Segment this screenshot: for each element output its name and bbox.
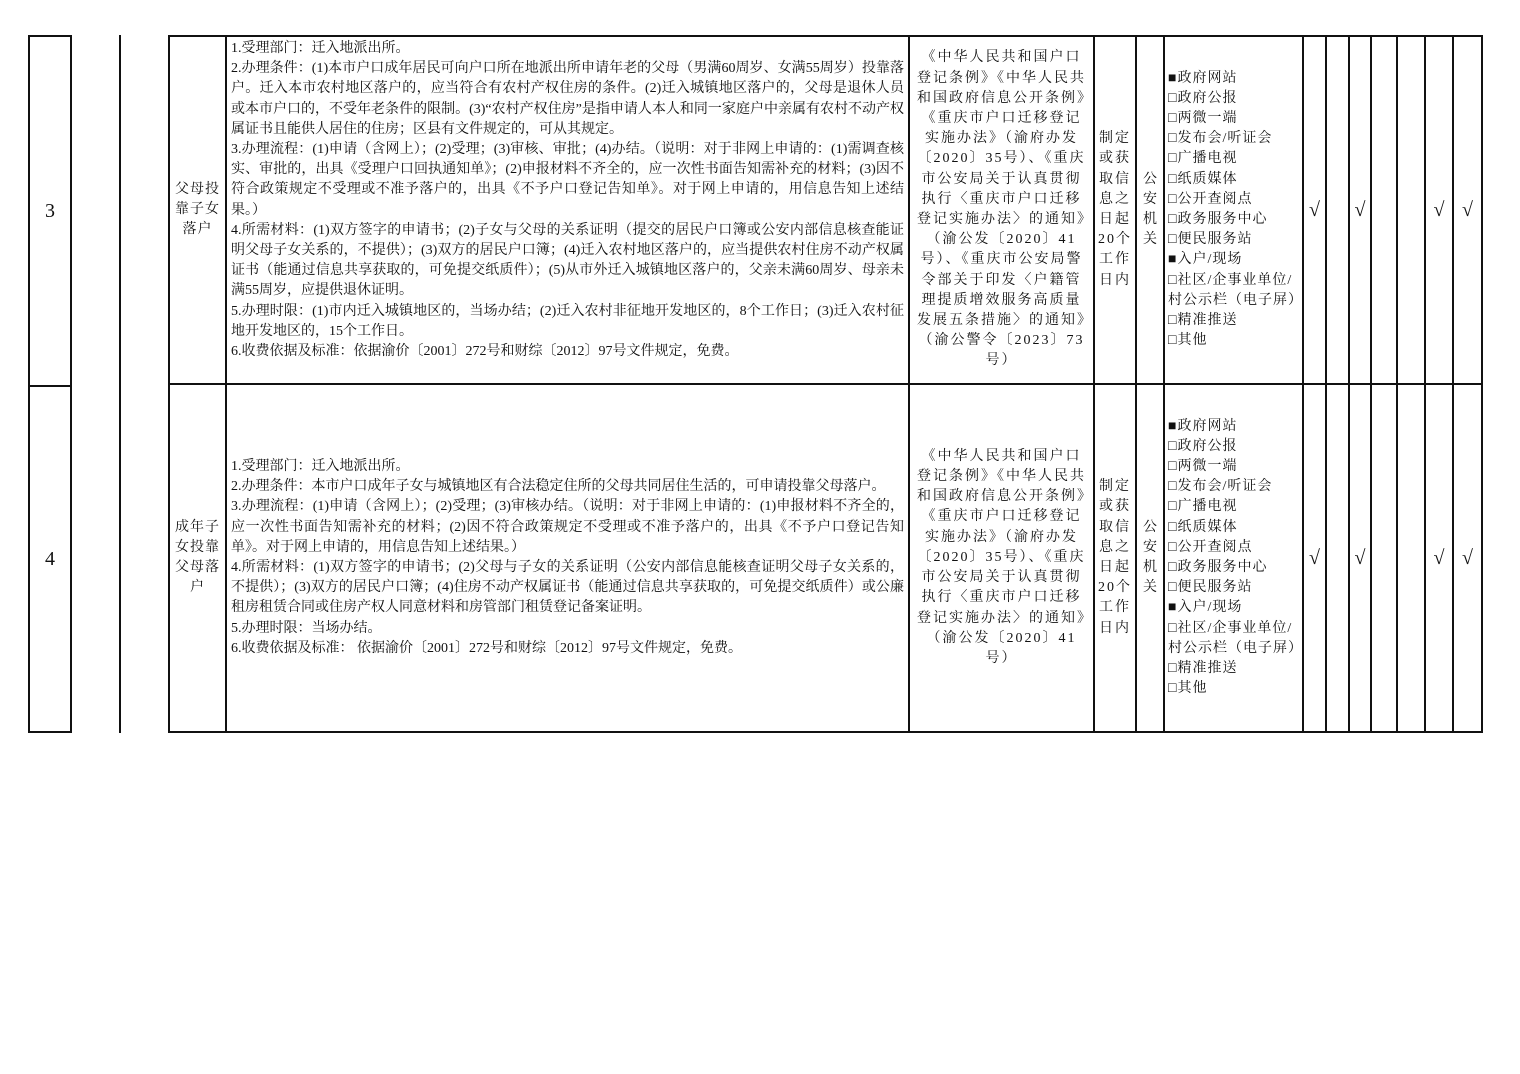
- channel-item: [1168, 538, 1299, 558]
- unchecked-box-icon: □: [1168, 313, 1178, 329]
- unchecked-box-icon: □: [1168, 499, 1178, 515]
- channel-label: 政府公报: [1177, 438, 1238, 454]
- unchecked-box-icon: □: [1168, 110, 1178, 126]
- disclosure-table: [168, 35, 1483, 733]
- content-paragraph: 6.收费依据及标准： 依据渝价〔2001〕272号和财综〔2012〕97号文件规定，免费。: [231, 640, 742, 656]
- channel-item: [1168, 331, 1299, 351]
- channel-label: 入户/现场: [1177, 252, 1243, 268]
- check-cell: [1371, 36, 1397, 384]
- channel-item: [1168, 271, 1303, 311]
- channel-label: 发布会/听证会: [1177, 479, 1273, 495]
- unchecked-box-icon: □: [1168, 232, 1178, 248]
- channel-item: [1168, 659, 1299, 679]
- channel-label: 纸质媒体: [1177, 171, 1238, 187]
- channel-item: [1168, 230, 1299, 250]
- unchecked-box-icon: □: [1168, 479, 1178, 495]
- channel-item: [1168, 190, 1299, 210]
- unchecked-box-icon: □: [1168, 212, 1178, 227]
- unchecked-box-icon: □: [1168, 131, 1178, 147]
- channel-item: [1168, 170, 1299, 190]
- unchecked-box-icon: □: [1168, 620, 1178, 636]
- channel-item: [1168, 89, 1299, 109]
- channel-label: 两微一端: [1177, 110, 1238, 126]
- channel-label: 政府公报: [1177, 90, 1238, 106]
- basis-cell: 《中华人民共和国户口登记条例》《中华人民共和国政府信息公开条例》《重庆市户口迁移登记实施办法》（渝府办发〔2020〕35号）、《重庆市公安局关于认真贯彻执行〈重庆市户口迁移登记实施办法〉的通知》（渝公发〔2020〕41号）: [909, 384, 1094, 732]
- channel-item: [1168, 598, 1299, 618]
- unchecked-box-icon: □: [1168, 661, 1178, 677]
- content-paragraph: 5.办理时限：(1)市内迁入城镇地区的，当场办结；(2)迁入农村非征地开发地区的，8个工作日；(3)迁入农村征地开发地区的，15个工作日。: [231, 303, 904, 339]
- unchecked-box-icon: □: [1168, 151, 1178, 167]
- time-limit-cell: 制定或获取信息之日起20个工作日内: [1094, 384, 1136, 732]
- check-cell: √: [1425, 384, 1453, 732]
- channel-label: 精准推送: [1177, 661, 1238, 677]
- channel-item: [1168, 437, 1299, 457]
- channels-cell: [1164, 36, 1303, 384]
- channel-label: 入户/现场: [1177, 600, 1243, 616]
- item-name-cell: 成年子女投靠父母落户: [169, 384, 226, 732]
- table-row: [169, 36, 1482, 384]
- channel-item: [1168, 109, 1299, 129]
- checked-box-icon: ■: [1168, 70, 1178, 86]
- basis-cell: 《中华人民共和国户口登记条例》《中华人民共和国政府信息公开条例》《重庆市户口迁移登记实施办法》（渝府办发〔2020〕35号）、《重庆市公安局关于认真贯彻执行〈重庆市户口迁移登记实施办法〉的通知》（渝公发〔2020〕41号）、《重庆市公安局警令部关于印发〈户籍管理提质增效服务高质量发展五条措施〉的通知》（渝公警令〔2023〕73号）: [909, 36, 1094, 384]
- content-paragraph: 3.办理流程：(1)申请（含网上）；(2)受理；(3)审核办结。（说明：对于非网上申请的：(1)申报材料不齐全的，应一次性书面告知需补充的材料；(2)因不符合政策规定不受理或不准予落户的，出具《不予户口登记告知单》。对于网上申请的，用信息告知上述结果。）: [231, 499, 904, 555]
- check-cell: √: [1349, 36, 1371, 384]
- channel-label: 公开查阅点: [1177, 539, 1253, 555]
- channel-item: [1168, 477, 1299, 497]
- channel-label: 广播电视: [1177, 151, 1238, 167]
- checked-box-icon: ■: [1168, 600, 1178, 616]
- channel-label: 便民服务站: [1177, 580, 1253, 596]
- check-cell: √: [1453, 384, 1482, 732]
- channel-label: 其他: [1177, 681, 1208, 697]
- check-cell: √: [1349, 384, 1371, 732]
- channel-item: [1168, 518, 1299, 538]
- unchecked-box-icon: □: [1168, 171, 1178, 187]
- unchecked-box-icon: □: [1168, 681, 1178, 697]
- content-cell: [226, 36, 909, 384]
- channel-item: [1168, 210, 1299, 230]
- column-divider: [119, 35, 121, 733]
- channels-cell: [1164, 384, 1303, 732]
- content-paragraph: 1.受理部门：迁入地派出所。: [231, 41, 410, 56]
- channel-label: 政务服务中心: [1177, 212, 1268, 227]
- content-paragraph: 3.办理流程：(1)申请（含网上）；(2)受理；(3)审核、审批；(4)办结。（说明：对于非网上申请的：(1)需调查核实、审批的，出具《受理户口回执通知单》；(2)申报材料不齐全的，应一次性书面告知需补充的材料；(3)因不符合政策规定不受理或不准予落户的，出具《不予户口登记告知单》。对于网上申请的，用信息告知上述结果。）: [231, 142, 904, 218]
- content-paragraph: 6.收费依据及标准：依据渝价〔2001〕272号和财综〔2012〕97号文件规定，免费。: [231, 344, 739, 360]
- channel-label: 便民服务站: [1177, 232, 1253, 248]
- content-cell: [226, 384, 909, 732]
- organization-cell: 公安机关: [1136, 36, 1164, 384]
- check-cell: [1397, 36, 1425, 384]
- row-index: 4: [45, 547, 55, 570]
- content-paragraph: 5.办理时限：当场办结。: [231, 620, 382, 636]
- channel-label: 纸质媒体: [1177, 519, 1238, 535]
- channel-label: 其他: [1177, 333, 1208, 349]
- channel-item: [1168, 311, 1299, 331]
- check-cell: √: [1453, 36, 1482, 384]
- channel-label: 政府网站: [1177, 70, 1238, 86]
- channel-item: [1168, 619, 1303, 659]
- channel-label: 广播电视: [1177, 499, 1238, 515]
- channel-label: 政府网站: [1177, 418, 1238, 434]
- check-cell: [1326, 384, 1349, 732]
- unchecked-box-icon: □: [1168, 438, 1178, 454]
- content-paragraph: 4.所需材料：(1)双方签字的申请书；(2)父母与子女的关系证明（公安内部信息能核查证明父母子女关系的，不提供）；(3)双方的居民户口簿；(4)住房不动产权属证书（能通过信息共享获取的，可免提交纸质件）或公廉租房租赁合同或住房产权人同意材料和房管部门租赁登记备案证明。: [231, 560, 904, 616]
- content-paragraph: 4.所需材料：(1)双方签字的申请书；(2)子女与父母的关系证明（提交的居民户口簿或公安内部信息核查能证明父母子女关系的，不提供）；(3)双方的居民户口簿；(4)迁入农村地区落户的，应当提供农村住房不动产权属证书（能通过信息共享获取的，可免提交纸质件）；(5)从市外迁入城镇地区落户的，父亲未满60周岁、母亲未满55周岁，应提供退休证明。: [231, 222, 904, 299]
- channel-item: [1168, 417, 1299, 437]
- index-column: [28, 35, 72, 733]
- unchecked-box-icon: □: [1168, 333, 1178, 349]
- channel-label: 社区/企事业单位/村公示栏（电子屏）: [1168, 272, 1303, 308]
- time-limit-cell: 制定或获取信息之日起20个工作日内: [1094, 36, 1136, 384]
- channel-item: [1168, 129, 1299, 149]
- checked-box-icon: ■: [1168, 418, 1178, 434]
- channel-item: [1168, 69, 1299, 89]
- unchecked-box-icon: □: [1168, 191, 1178, 207]
- unchecked-box-icon: □: [1168, 539, 1178, 555]
- check-cell: √: [1303, 384, 1326, 732]
- item-name-cell: 父母投靠子女落户: [169, 36, 226, 384]
- channel-item: [1168, 457, 1299, 477]
- table-row: [169, 384, 1482, 732]
- check-cell: [1371, 384, 1397, 732]
- check-cell: √: [1303, 36, 1326, 384]
- unchecked-box-icon: □: [1168, 272, 1178, 288]
- checked-box-icon: ■: [1168, 252, 1178, 268]
- channel-item: [1168, 558, 1299, 578]
- content-paragraph: 2.办理条件：(1)本市户口成年居民可向户口所在地派出所申请年老的父母（男满60周岁、女满55周岁）投靠落户。迁入本市农村地区落户的，应当符合有农村产权住房的条件。(2)迁入城镇地区落户的，父母是退休人员或本市户口的，不受年老条件的限制。(3)“农村产权住房”是指申请人本人和同一家庭户中亲属有农村不动产权属证书且能供人居住的住房；区县有文件规定的，可从其规定。: [231, 61, 904, 137]
- unchecked-box-icon: □: [1168, 580, 1178, 596]
- channel-label: 两微一端: [1177, 458, 1238, 474]
- channel-item: [1168, 679, 1299, 699]
- unchecked-box-icon: □: [1168, 560, 1178, 575]
- row-index: 3: [30, 37, 70, 387]
- unchecked-box-icon: □: [1168, 90, 1178, 106]
- channel-item: [1168, 497, 1299, 517]
- channel-label: 社区/企事业单位/村公示栏（电子屏）: [1168, 620, 1303, 656]
- check-cell: [1326, 36, 1349, 384]
- channel-label: 发布会/听证会: [1177, 131, 1273, 147]
- channel-label: 公开查阅点: [1177, 191, 1253, 207]
- check-cell: √: [1425, 36, 1453, 384]
- channel-item: [1168, 149, 1299, 169]
- channel-label: 精准推送: [1177, 313, 1238, 329]
- unchecked-box-icon: □: [1168, 458, 1178, 474]
- check-cell: [1397, 384, 1425, 732]
- organization-cell: 公安机关: [1136, 384, 1164, 732]
- content-paragraph: 2.办理条件：本市户口成年子女与城镇地区有合法稳定住所的父母共同居住生活的，可申请投靠父母落户。: [231, 479, 886, 495]
- unchecked-box-icon: □: [1168, 519, 1178, 535]
- content-paragraph: 1.受理部门：迁入地派出所。: [231, 458, 410, 474]
- channel-item: [1168, 578, 1299, 598]
- channel-item: [1168, 250, 1299, 270]
- channel-label: 政务服务中心: [1177, 560, 1268, 575]
